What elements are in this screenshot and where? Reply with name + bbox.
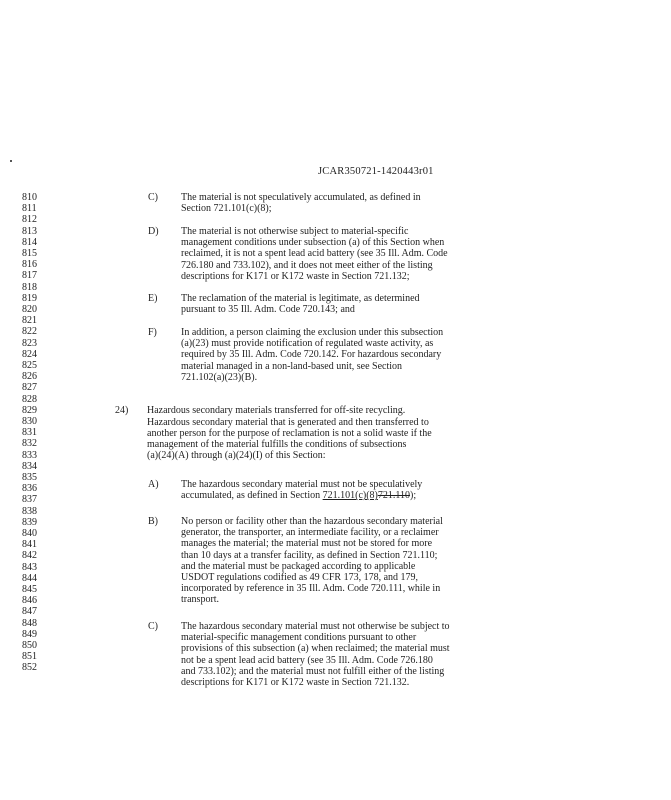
- text-line-amended: [181, 490, 416, 501]
- text-line: USDOT regulations codified as 49 CFR 173, 178, and 179,: [181, 572, 419, 583]
- text-line: generator, the transporter, an intermediate facility, or a reclaimer: [181, 527, 439, 539]
- text-line: required by 35 Ill. Adm. Code 720.142. For hazardous secondary: [181, 349, 442, 361]
- line-number: 825: [22, 360, 37, 371]
- text-line: management of the material fulfills the conditions of subsections: [147, 439, 407, 450]
- line-number: 822: [22, 326, 37, 338]
- item-label-d: D): [148, 226, 159, 237]
- text-line: No person or facility other than the hazardous secondary material: [181, 516, 443, 527]
- line-number: 849: [22, 628, 37, 640]
- item-label-24b: B): [148, 516, 158, 527]
- line-number: 819: [22, 292, 37, 304]
- text-line: Hazardous secondary material that is generated and then transferred to: [147, 416, 429, 428]
- line-number: 838: [22, 505, 37, 517]
- line-number: 842: [22, 550, 37, 562]
- line-number: 824: [22, 348, 37, 360]
- line-number: 847: [22, 606, 37, 618]
- text-line: Hazardous secondary materials transferred for off-site recycling.: [147, 405, 406, 417]
- line-number: 828: [22, 393, 37, 405]
- line-number: 848: [22, 617, 37, 629]
- text-line: another person for the purpose of reclamation is not a solid waste if the: [147, 427, 432, 439]
- line-number: 810: [22, 192, 37, 203]
- text-line: than 10 days at a transfer facility, as defined in Section 721.110;: [181, 549, 438, 561]
- item-label-f: F): [148, 327, 157, 338]
- text-line: Section 721.101(c)(8);: [181, 203, 272, 215]
- text-line: and the material must be packaged according to applicable: [181, 560, 416, 572]
- line-number: 837: [22, 494, 37, 506]
- text-line: provisions of this subsection (a) when reclaimed; the material must: [181, 643, 450, 655]
- line-number: 833: [22, 449, 37, 461]
- text-line: management conditions under subsection (a) of this Section when: [181, 237, 445, 249]
- line-number: 831: [22, 427, 37, 439]
- deleted-text: 721.110: [377, 490, 411, 502]
- text-line: descriptions for K171 or K172 waste in Section 721.132;: [181, 270, 410, 282]
- item-label-e: E): [148, 293, 158, 305]
- line-number: 814: [22, 236, 37, 248]
- line-number: 830: [22, 416, 37, 427]
- line-number: 817: [22, 270, 37, 282]
- line-number: 850: [22, 640, 37, 651]
- line-number: 851: [22, 651, 37, 663]
- text-line: and 733.102); and the material must not fulfill either of the listing: [181, 665, 445, 677]
- text-line: descriptions for K171 or K172 waste in Section 721.132.: [181, 677, 410, 688]
- text-line: reclaimed, it is not a spent lead acid battery (see 35 Ill. Adm. Code: [181, 248, 448, 260]
- line-number: 839: [22, 516, 37, 528]
- line-number: 820: [22, 304, 37, 315]
- text-fragment: accumulated, as defined in Section: [181, 490, 323, 502]
- scan-speck: [10, 160, 12, 162]
- line-number: 813: [22, 225, 37, 237]
- line-number: 812: [22, 214, 37, 226]
- text-line: The material is not speculatively accumulated, as defined in: [181, 192, 421, 203]
- document-id-header: JCAR350721-1420443r01: [318, 166, 434, 177]
- text-line: material managed in a non-land-based unit, see Section: [181, 360, 403, 372]
- line-number: 845: [22, 584, 37, 595]
- text-line: incorporated by reference in 35 Ill. Adm. Code 720.111, while in: [181, 583, 441, 595]
- line-number: 823: [22, 337, 37, 349]
- item-label-24a: A): [148, 479, 159, 490]
- text-line: The hazardous secondary material must not be speculatively: [181, 479, 423, 490]
- line-number: 832: [22, 438, 37, 450]
- text-line: manages the material; the material must not be stored for more: [181, 538, 433, 550]
- item-label-24c: C): [148, 621, 158, 632]
- text-line: In addition, a person claiming the exclusion under this subsection: [181, 327, 444, 338]
- line-number: 844: [22, 572, 37, 584]
- item-label-c: C): [148, 192, 158, 203]
- line-number: 840: [22, 528, 37, 539]
- line-number: 846: [22, 595, 37, 607]
- text-line: The material is not otherwise subject to material-specific: [181, 226, 409, 237]
- text-line: The hazardous secondary material must not otherwise be subject to: [181, 621, 450, 632]
- line-number: 834: [22, 460, 37, 472]
- text-line: transport.: [181, 594, 220, 606]
- line-number: 835: [22, 472, 37, 483]
- inserted-text: 721.101(c)(8): [322, 490, 378, 502]
- line-number: 821: [22, 315, 37, 327]
- text-line: The reclamation of the material is legitimate, as determined: [181, 293, 420, 305]
- line-number: 818: [22, 281, 37, 293]
- text-line: (a)(23) must provide notification of regulated waste activity, as: [181, 338, 434, 350]
- line-number: 829: [22, 404, 37, 416]
- line-number: 815: [22, 248, 37, 259]
- text-line: 721.102(a)(23)(B).: [181, 371, 258, 383]
- line-number: 836: [22, 483, 37, 495]
- line-number: 827: [22, 382, 37, 394]
- item-label-24: 24): [115, 405, 129, 417]
- line-number: 841: [22, 539, 37, 551]
- text-line: (a)(24)(A) through (a)(24)(I) of this Section:: [147, 450, 326, 462]
- text-line: pursuant to 35 Ill. Adm. Code 720.143; and: [181, 304, 355, 316]
- line-number: 843: [22, 561, 37, 573]
- line-number: 852: [22, 662, 37, 674]
- text-line: not be a spent lead acid battery (see 35 Ill. Adm. Code 726.180: [181, 654, 433, 666]
- text-fragment: );: [410, 490, 417, 502]
- text-line: material-specific management conditions pursuant to other: [181, 632, 417, 644]
- line-number: 816: [22, 259, 37, 271]
- text-line: 726.180 and 733.102), and it does not meet either of the listing: [181, 259, 433, 271]
- line-number: 826: [22, 371, 37, 383]
- line-number: 811: [22, 203, 37, 215]
